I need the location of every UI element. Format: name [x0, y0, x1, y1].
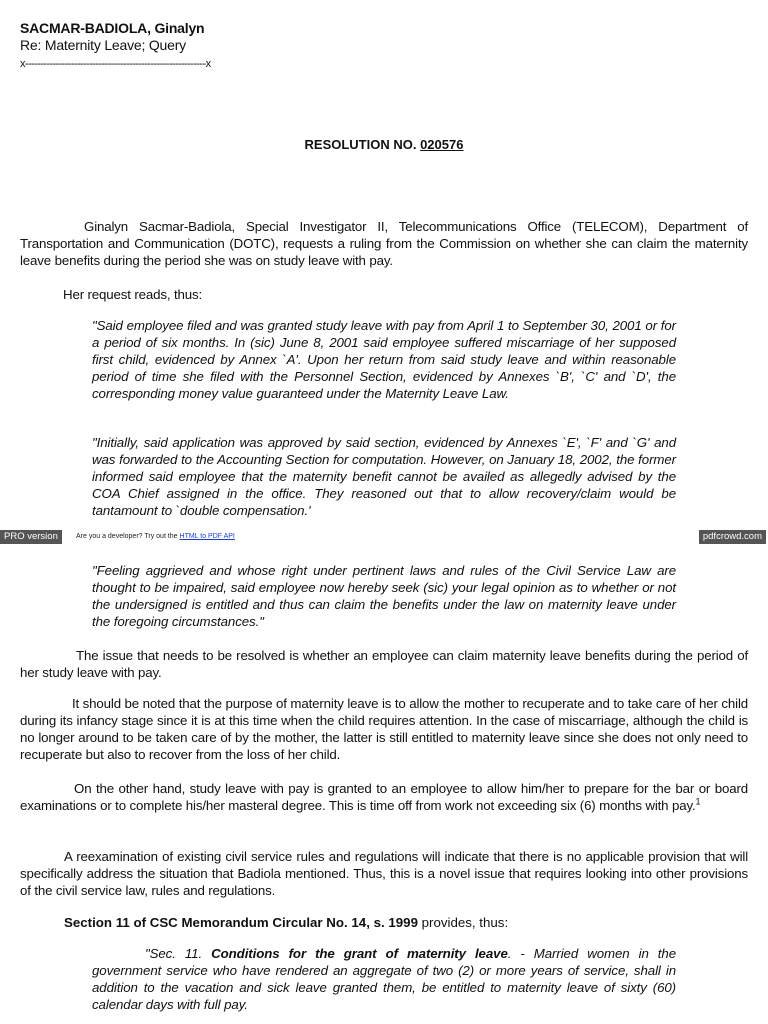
paragraph-purpose-maternity: It should be noted that the purpose of maternity leave is to allow the mother to recuperate and to take care of her child during its infancy stage since it is at this time when the child requires attention. In the case of miscarriage, although the child is no longer around to be taken care of by the mother, the latter is still entitled to maternity leave since she does not only need to recuperate but also to recover from the loss of her child. [20, 696, 748, 762]
resolution-title [0, 137, 768, 153]
sec11-text: . - Married women in the government service who have rendered an aggregate of two (2) or more years of service, shall in addition to the vacation and sick leave granted them, be entitled to maternity leave of sixty (60) calendar days with full pay. [92, 946, 676, 1012]
developer-text: Are you a developer? Try out the [76, 533, 180, 540]
header-separator: x-----------------------------------------------------------x [20, 58, 211, 70]
quote-section-11 [92, 945, 676, 1013]
quote-request-2: "Initially, said application was approved by said section, evidenced by Annexes `E', `F' and `G' and was forwarded to the Accounting Section for computation. However, on January 18, 2002, the former informed said employee that the maternity benefit cannot be availed as allegedly advised by the COA Chief assigned in the office. They reasoned out that to allow recovery/claim would be tantamount to `double compensation.' [92, 435, 676, 518]
section-heading-bold: Section 11 of CSC Memorandum Circular No. 14, s. 1999 [64, 915, 418, 930]
html-to-pdf-api-link[interactable]: HTML to PDF API [179, 533, 235, 540]
paragraph-request-reads: Her request reads, thus: [63, 287, 203, 302]
sec11-prefix: "Sec. 11. [145, 946, 212, 961]
paragraph-study-leave [20, 780, 748, 814]
quote-request-3: "Feeling aggrieved and whose right under pertinent laws and rules of the Civil Service Law are thought to be impaired, said employee now hereby seek (sic) your legal opinion as to whether or not the undersigned is entitled and thus can claim the benefits under the law on maternity leave under the foregoing circumstances." [92, 563, 676, 629]
study-leave-text: On the other hand, study leave with pay is granted to an employee to allow him/her to prepare for the bar or board examinations or to complete his/her masteral degree. This is time off from work not exceeding six (6) months with pay. [20, 781, 748, 813]
footnote-marker: 1 [695, 796, 701, 807]
paragraph-intro: Ginalyn Sacmar-Badiola, Special Investigator II, Telecommunications Office (TELECOM), Department of Transportation and Communication (DOTC), requests a ruling from the Commission on whether she can claim the maternity leave benefits during the period she was on study leave with pay. [20, 219, 748, 268]
pro-version-badge: PRO version [0, 530, 62, 544]
developer-promo [76, 532, 235, 542]
section-heading-rest: provides, thus: [417, 915, 509, 930]
quote-request-1: "Said employee filed and was granted study leave with pay from April 1 to September 30, 2001 or for a period of six months. In (sic) June 8, 2001 said employee suffered miscarriage of her supposed first child, evidenced by Annex `A'. Upon her return from said study leave and within reasonable period of time she filed with the Personnel Section, evidenced by Annexes `B', `C' and `D', the corresponding money value guaranteed under the Maternity Leave Law. [92, 318, 676, 401]
subject-line: Re: Maternity Leave; Query [20, 37, 186, 53]
resolution-number: 020576 [420, 137, 464, 152]
paragraph-reexamination: A reexamination of existing civil service rules and regulations will indicate that there is no applicable provision that will specifically address the situation that Badiola mentioned. Thus, this is a novel issue that requires looking into other provisions of the civil service law, rules and regulations. [20, 849, 748, 898]
pdfcrowd-bar [0, 530, 768, 544]
pdfcrowd-brand[interactable]: pdfcrowd.com [699, 530, 766, 544]
section-heading [64, 914, 508, 931]
sec11-title: Conditions for the grant of maternity leave [211, 946, 508, 961]
addressee-name: SACMAR-BADIOLA, Ginalyn [20, 20, 205, 36]
paragraph-issue: The issue that needs to be resolved is whether an employee can claim maternity leave benefits during the period of her study leave with pay. [20, 648, 748, 680]
resolution-label: RESOLUTION NO. [304, 137, 421, 152]
